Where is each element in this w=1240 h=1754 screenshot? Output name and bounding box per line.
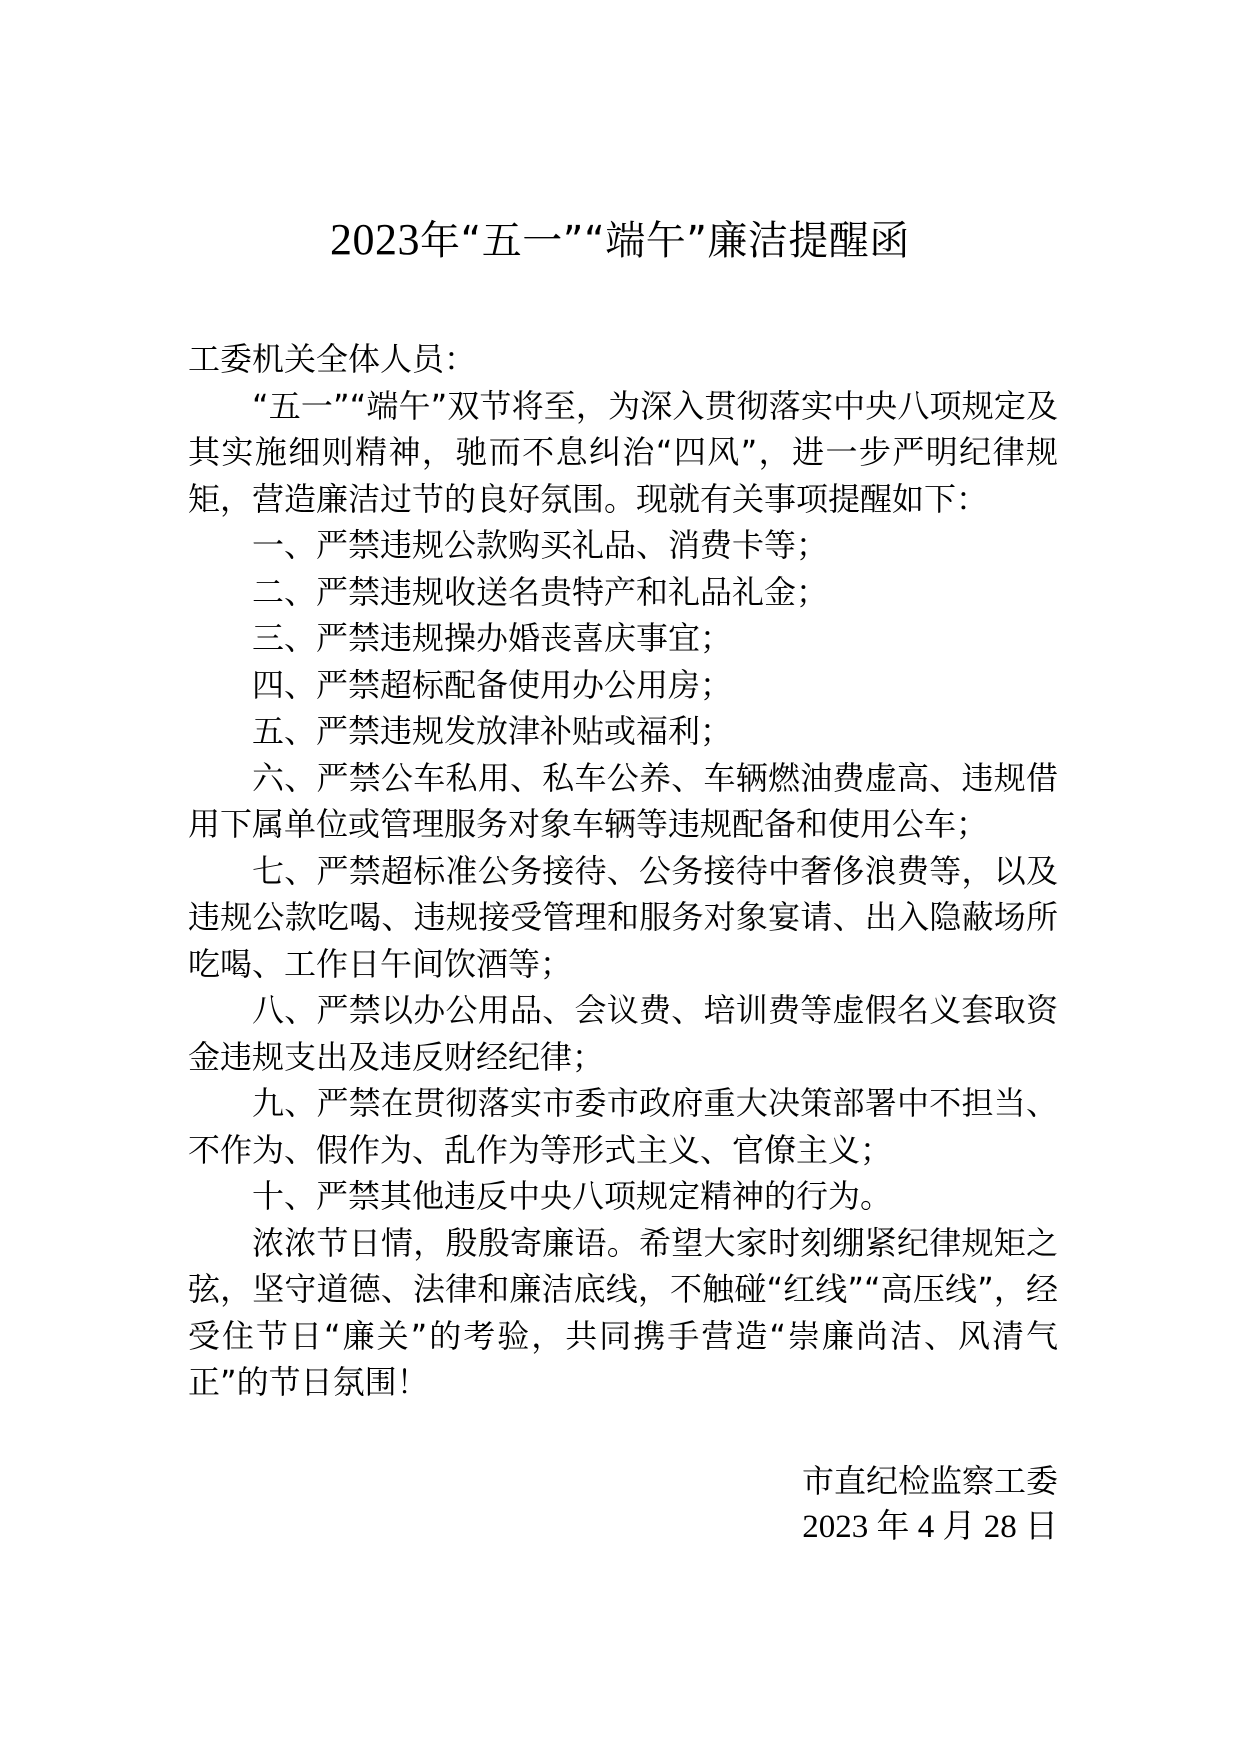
intro-paragraph: “五一”“端午”双节将至，为深入贯彻落实中央八项规定及其实施细则精神，驰而不息纠治“四风”，进一步严明纪律规矩，营造廉洁过节的良好氛围。现就有关事项提醒如下： — [188, 386, 1058, 518]
document-body — [188, 336, 1058, 1406]
title-year: 2023 — [330, 215, 421, 264]
list-item: 八、严禁以办公用品、会议费、培训费等虚假名义套取资金违规支出及违反财经纪律； — [188, 991, 1058, 1076]
list-item: 七、严禁超标准公务接待、公务接待中奢侈浪费等，以及违规公款吃喝、违规接受管理和服务对象宴请、出入隐蔽场所吃喝、工作日午间饮酒等； — [188, 851, 1058, 983]
list-item: 十、严禁其他违反中央八项规定精神的行为。 — [252, 1177, 893, 1215]
list-item: 四、严禁超标配备使用办公用房； — [252, 665, 733, 704]
list-item: 三、严禁违规操办婚丧喜庆事宜； — [252, 619, 733, 657]
signature-org: 市直纪检监察工委 — [801, 1462, 1058, 1500]
list-item: 六、严禁公车私用、私车公养、车辆燃油费虚高、违规借用下属单位或管理服务对象车辆等违规配备和使用公车； — [188, 758, 1058, 843]
list-item: 二、严禁违规收送名贵特产和礼品礼金； — [252, 572, 829, 611]
signature-block — [802, 1458, 1058, 1550]
list-item: 五、严禁违规发放津补贴或福利； — [252, 712, 733, 750]
closing-paragraph: 浓浓节日情，殷殷寄廉语。希望大家时刻绷紧纪律规矩之弦，坚守道德、法律和廉洁底线，不触碰“红线”“高压线”，经受住节日“廉关”的考验，共同携手营造“崇廉尚洁、风清气正”的节日氛围！ — [188, 1223, 1058, 1401]
list-item: 一、严禁违规公款购买礼品、消费卡等； — [252, 526, 829, 564]
list-item: 九、严禁在贯彻落实市委市政府重大决策部署中不担当、不作为、假作为、乱作为等形式主义、官僚主义； — [188, 1084, 1058, 1169]
signature-date: 2023 年 4 月 28 日 — [802, 1509, 1058, 1545]
salutation: 工委机关全体人员： — [188, 340, 477, 378]
document-title — [0, 210, 1240, 271]
title-text: 年“五一”“端午”廉洁提醒函 — [420, 218, 910, 264]
